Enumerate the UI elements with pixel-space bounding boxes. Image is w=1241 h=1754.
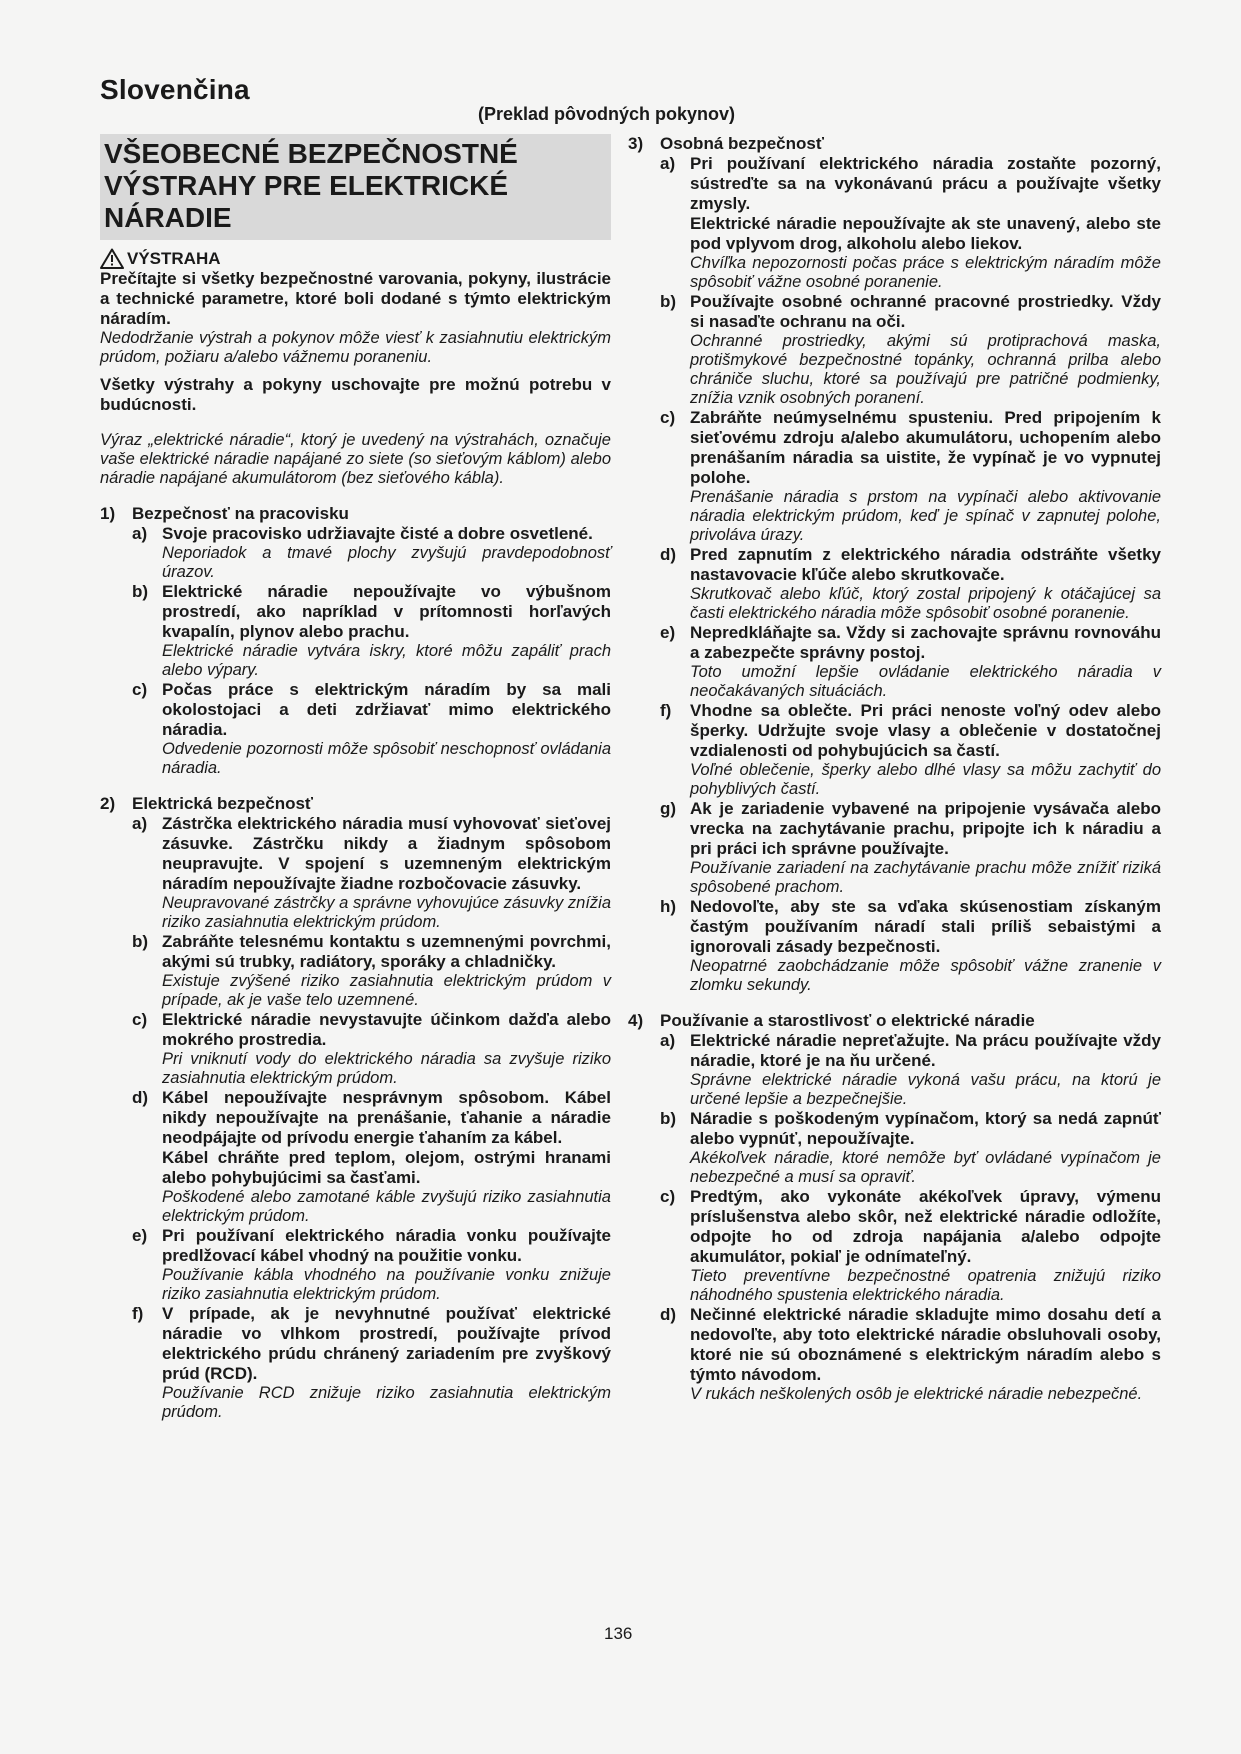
right-column <box>628 134 1161 1404</box>
page-number: 136 <box>604 1624 633 1643</box>
keep-instructions: Všetky výstrahy a pokyny uschovajte pre možnú potrebu v budúcnosti. <box>100 375 611 414</box>
section-heading: 2) Elektrická bezpečnosť <box>100 794 314 813</box>
list-item: c) Počas práce s elektrickým náradím by sa mali okolostojaci a deti zdržiavať mimo elektrického náradia. Odvedenie pozornosti môže spôsobiť neschopnosť ovládania náradia. <box>132 680 611 777</box>
section-heading: 3) Osobná bezpečnosť <box>628 134 825 153</box>
list-item: c) Elektrické náradie nevystavujte účinkom dažďa alebo mokrého prostredia. Pri vniknutí vody do elektrického náradia sa zvyšuje riziko zasiahnutia elektrickým prúdom. <box>132 1010 611 1087</box>
list-item: d) Nečinné elektrické náradie skladujte mimo dosahu detí a nedovoľte, aby toto elektrické náradie obsluhovali osoby, ktoré nie sú oboznámené s elektrickým náradím alebo s týmto návodom. V rukách neškolených osôb je elektrické náradie nebezpečné. <box>660 1305 1161 1403</box>
intro-italic: Nedodržanie výstrah a pokynov môže viesť k zasiahnutiu elektrickým prúdom, požiaru a/alebo vážnemu poraneniu. <box>100 329 611 366</box>
intro-bold: Prečítajte si všetky bezpečnostné varovania, pokyny, ilustrácie a technické parametre, ktoré boli dodané s týmto elektrickým náradím. <box>100 269 611 328</box>
list-item: d) Kábel nepoužívajte nesprávnym spôsobom. Kábel nikdy nepoužívajte na prenášanie, ťahanie a náradie neodpájajte od prívodu energie ťahaním za kábel. Kábel chráňte pred teplom, olejom, ostrými hranami alebo pohybujúcimi sa časťami. Poškodené alebo zamotané káble zvyšujú riziko zasiahnutia elektrickým prúdom. <box>132 1088 611 1225</box>
title-line: VŠEOBECNÉ BEZPEČNOSTNÉ <box>104 138 518 169</box>
section-heading: 4) Používanie a starostlivosť o elektrické náradie <box>628 1011 1035 1030</box>
list-item: c) Predtým, ako vykonáte akékoľvek úpravy, výmenu príslušenstva alebo skôr, než elektrické náradie odložíte, odpojte ho od zdroja napájania a/alebo odpojte akumulátor, pokiaľ je odnímateľný. Tieto preventívne bezpečnostné opatrenia znižujú riziko náhodného spustenia elektrického náradia. <box>660 1187 1161 1304</box>
list-item: b) Používajte osobné ochranné pracovné prostriedky. Vždy si nasaďte ochranu na oči. Ochranné prostriedky, akými sú protiprachová maska, protišmykové bezpečnostné topánky, ochranná prilba alebo chrániče sluchu, ktoré sa používajú pre patričné podmienky, znížia vznik osobných poranení. <box>660 292 1161 407</box>
list-item: c) Zabráňte neúmyselnému spusteniu. Pred pripojením k sieťovému zdroju a/alebo akumulátoru, uchopením alebo prenášaním náradia sa uistite, že vypínač je vo vypnutej polohe. Prenášanie náradia s prstom na vypínači alebo aktivovanie náradia elektrickým prúdom, keď je spínač v zapnutej polohe, privoláva úrazy. <box>660 408 1161 544</box>
warning-triangle-icon <box>100 248 124 269</box>
list-item: h) Nedovoľte, aby ste sa vďaka skúsenostiam získaným častým používaním náradí stali príliš sebaistými a ignorovali zásady bezpečnosti. Neopatrné zaobchádzanie môže spôsobiť vážne zranenie v zlomku sekundy. <box>660 897 1161 994</box>
section-title-box <box>100 134 611 240</box>
translation-note: (Preklad pôvodných pokynov) <box>478 104 736 124</box>
list-item: e) Pri používaní elektrického náradia vonku používajte predlžovací kábel vhodný na použitie vonku. Používanie kábla vhodného na používanie vonku znižuje riziko zasiahnutia elektrickým prúdom. <box>132 1226 611 1303</box>
title-line: VÝSTRAHY PRE ELEKTRICKÉ <box>104 170 508 201</box>
list-item: b) Náradie s poškodeným vypínačom, ktorý sa nedá zapnúť alebo vypnúť, nepoužívajte. Akékoľvek náradie, ktoré nemôže byť ovládané vypínačom je nebezpečné a musí sa opraviť. <box>660 1109 1161 1186</box>
list-item: f) V prípade, ak je nevyhnutné používať elektrické náradie vo vlhkom prostredí, používajte prívod elektrického prúdu chránený zariadením pre zvyškový prúd (RCD). Používanie RCD znižuje riziko zasiahnutia elektrickým prúdom. <box>132 1304 611 1421</box>
list-item: e) Nepredkláňajte sa. Vždy si zachovajte správnu rovnováhu a zabezpečte správny postoj. Toto umožní lepšie ovládanie elektrického náradia v neočakávaných situáciách. <box>660 623 1161 700</box>
term-definition: Výraz „elektrické náradie“, ktorý je uvedený na výstrahách, označuje vaše elektrické náradie napájané zo siete (so sieťovým káblom) alebo náradie napájané akumulátorom (bez sieťového kábla). <box>100 431 611 487</box>
list-item: b) Elektrické náradie nepoužívajte vo výbušnom prostredí, ako napríklad v prítomnosti horľavých kvapalín, plynov alebo prachu. Elektrické náradie vytvára iskry, ktoré môžu zapáliť prach alebo výpary. <box>132 582 611 679</box>
list-item: a) Pri používaní elektrického náradia zostaňte pozorný, sústreďte sa na vykonávanú prácu a používajte všetky zmysly. Elektrické náradie nepoužívajte ak ste unavený, alebo ste pod vplyvom drog, alkoholu alebo liekov. Chvíľka nepozornosti počas práce s elektrickým náradím môže spôsobiť vážne osobné poranenie. <box>660 154 1161 291</box>
list-item: a) Zástrčka elektrického náradia musí vyhovovať sieťovej zásuvke. Zástrčku nikdy a žiadnym spôsobom neupravujte. V spojení s uzemneným elektrickým náradím nepoužívajte žiadne rozbočovacie zásuvky. Neupravované zástrčky a správne vyhovujúce zásuvky znížia riziko zasiahnutia elektrickým prúdom. <box>132 814 611 931</box>
list-item: g) Ak je zariadenie vybavené na pripojenie vysávača alebo vrecka na zachytávanie prachu, pripojte ich k náradiu a pri práci ich správne používajte. Používanie zariadení na zachytávanie prachu môže znížiť riziká spôsobené prachom. <box>660 799 1161 896</box>
list-item: a) Svoje pracovisko udržiavajte čisté a dobre osvetlené. Neporiadok a tmavé plochy zvyšujú pravdepodobnosť úrazov. <box>132 524 611 581</box>
list-item: f) Vhodne sa oblečte. Pri práci nenoste voľný odev alebo šperky. Udržujte svoje vlasy a oblečenie v dostatočnej vzdialenosti od pohybujúcich sa častí. Voľné oblečenie, šperky alebo dlhé vlasy sa môžu zachytiť do pohyblivých častí. <box>660 701 1161 798</box>
warning-heading <box>100 248 611 269</box>
section-heading: 1) Bezpečnosť na pracovisku <box>100 504 349 523</box>
warning-label: VÝSTRAHA <box>127 248 221 268</box>
language-heading: Slovenčina <box>100 74 250 105</box>
list-item: d) Pred zapnutím z elektrického náradia odstráňte všetky nastavovacie kľúče alebo skrutkovače. Skrutkovač alebo kľúč, ktorý zostal pripojený k otáčajúcej sa časti elektrického náradia môže spôsobiť osobné poranenie. <box>660 545 1161 622</box>
list-item: a) Elektrické náradie nepreťažujte. Na prácu používajte vždy náradie, ktoré je na ňu určené. Správne elektrické náradie vykoná vašu prácu, na ktorú je určené lepšie a bezpečnejšie. <box>660 1031 1161 1108</box>
list-item: b) Zabráňte telesnému kontaktu s uzemnenými povrchmi, akými sú trubky, radiátory, sporáky a chladničky. Existuje zvýšené riziko zasiahnutia elektrickým prúdom v prípade, ak je vaše telo uzemnené. <box>132 932 611 1009</box>
left-column <box>100 134 611 1422</box>
title-line: NÁRADIE <box>104 202 232 233</box>
